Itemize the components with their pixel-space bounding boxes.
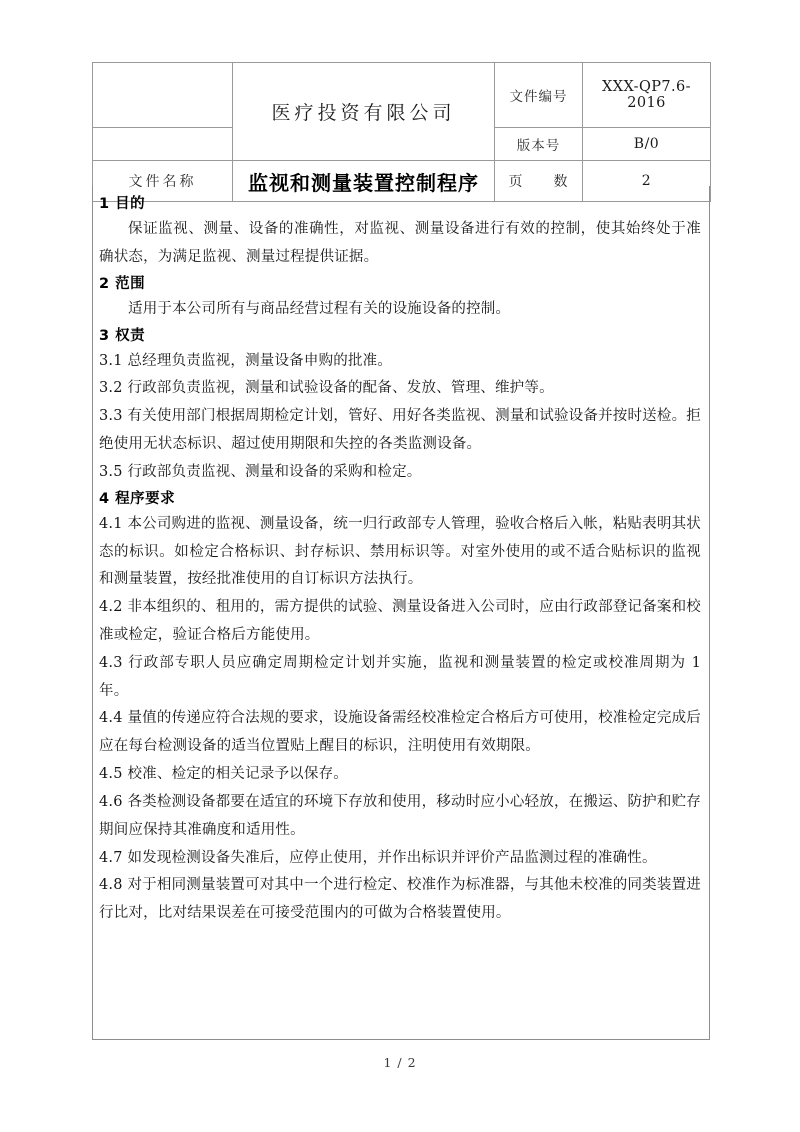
doc-name-label: 文件名称	[93, 161, 233, 202]
version-value: B/0	[583, 128, 711, 161]
section-heading-1: 1 目的	[99, 196, 146, 212]
page-footer: 1 / 2	[383, 1055, 417, 1070]
document-title: 监视和测量装置控制程序	[233, 161, 495, 202]
pages-label: 页 数	[495, 161, 583, 202]
section-2-paragraph: 适用于本公司所有与商品经营过程有关的设施设备的控制。	[128, 300, 511, 317]
document-header-table	[92, 62, 711, 202]
clause-4-4: 4.4 量值的传递应符合法规的要求，设施设备需经校准检定合格后方可使用，校准检定完成后应在每台检测设备的适当位置贴上醒目的标识，注明使用有效期限。	[99, 710, 701, 755]
company-name: 医疗投资有限公司	[233, 63, 495, 161]
clause-4-2: 4.2 非本组织的、租用的，需方提供的试验、测量设备进入公司时，应由行政部登记备案和校准或检定，验证合格后方能使用。	[99, 599, 701, 643]
section-heading-3: 3 权责	[99, 327, 146, 344]
section-heading-2: 2 范围	[99, 275, 146, 292]
pages-value: 2	[583, 161, 711, 202]
section-heading-4: 4 程序要求	[99, 490, 176, 507]
doc-number-label: 文件编号	[495, 63, 583, 128]
clause-4-5: 4.5 校准、检定的相关记录予以保存。	[99, 766, 348, 783]
clause-4-7: 4.7 如发现检测设备失准后，应停止使用，并作出标识并评价产品监测过程的准确性。	[99, 849, 657, 866]
clause-4-3: 4.3 行政部专职人员应确定周期检定计划并实施，监视和测量装置的检定或校准周期为 1 年。	[99, 654, 701, 699]
clause-4-8: 4.8 对于相同测量装置可对其中一个进行检定、校准作为标准器，与其他未校准的同类装置进行比对，比对结果误差在可接受范围内的可做为合格装置使用。	[99, 877, 701, 922]
header-blank-cell	[93, 63, 233, 128]
clause-3-2: 3.2 行政部负责监视，测量和试验设备的配备、发放、管理、维护等。	[99, 380, 554, 397]
section-1-paragraph: 保证监视、测量、设备的准确性，对监视、测量设备进行有效的控制，使其始终处于准确状态，为满足监视、测量过程提供证据。	[99, 221, 701, 265]
clause-4-1: 4.1 本公司购进的监视、测量设备，统一归行政部专人管理，验收合格后入帐，粘贴表明其状态的标识。如检定合格标识、封存标识、禁用标识等。对室外使用的或不适合贴标识的监视和测量装置，按经批准使用的自订标识方法执行。	[99, 515, 701, 588]
clause-3-1: 3.1 总经理负责监视，测量设备申购的批准。	[99, 352, 393, 369]
clause-3-5: 3.5 行政部负责监视、测量和设备的采购和检定。	[99, 463, 422, 480]
document-body	[93, 186, 709, 928]
header-blank-cell-2	[93, 128, 233, 161]
version-label: 版本号	[495, 128, 583, 161]
document-body-frame	[92, 186, 710, 1040]
doc-number-value: XXX-QP7.6-2016	[583, 63, 711, 128]
clause-4-6: 4.6 各类检测设备都要在适宜的环境下存放和使用，移动时应小心轻放，在搬运、防护和贮存期间应保持其准确度和适用性。	[99, 793, 701, 838]
clause-3-3: 3.3 有关使用部门根据周期检定计划，管好、用好各类监视、测量和试验设备并按时送检。拒绝使用无状态标识、超过使用期限和失控的各类监测设备。	[99, 408, 701, 453]
header-row-1	[93, 63, 711, 128]
